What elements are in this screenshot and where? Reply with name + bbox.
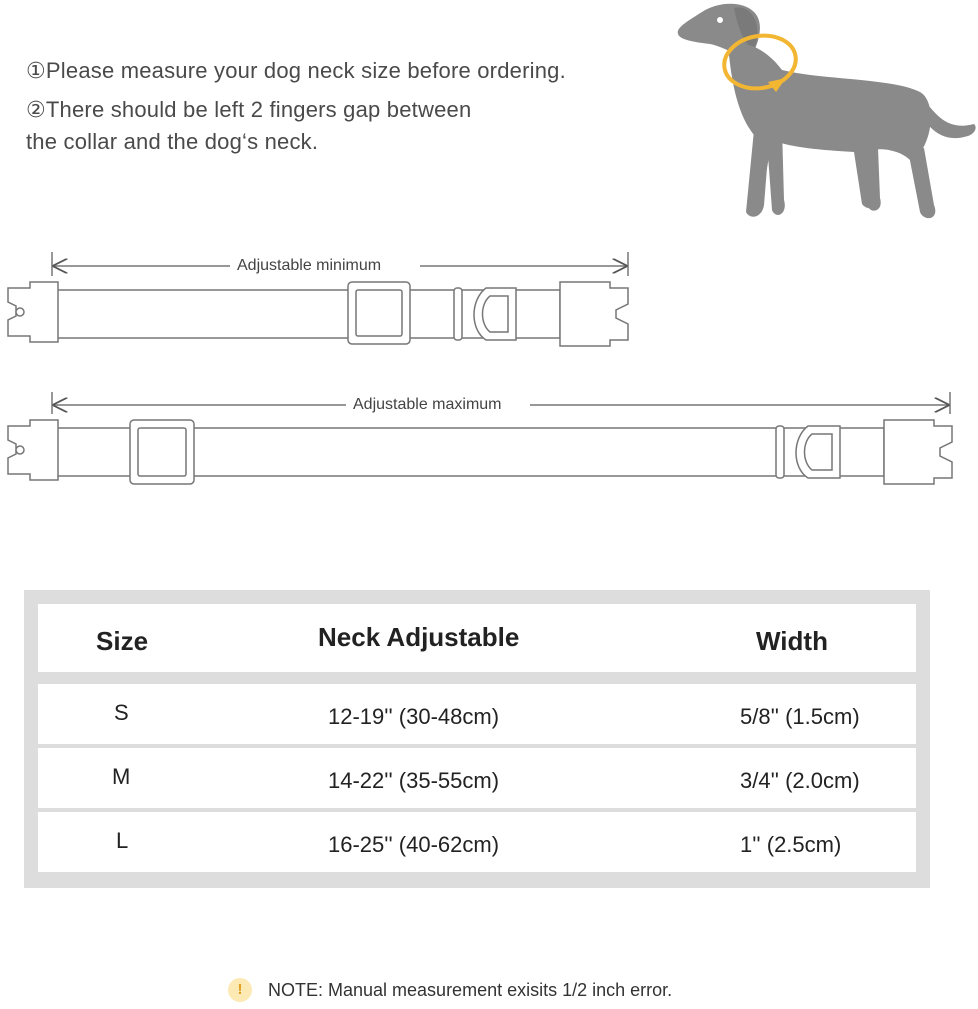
adjustable-minimum-label: Adjustable minimum — [233, 257, 385, 275]
row-width: 1'' (2.5cm) — [740, 832, 842, 857]
header-neck-adjustable: Neck Adjustable — [318, 622, 520, 652]
row-size: S — [114, 700, 129, 725]
row-neck: 14-22'' (35-55cm) — [328, 768, 500, 793]
table-row — [38, 748, 916, 808]
table-row — [38, 684, 916, 744]
header-width: Width — [756, 626, 828, 656]
size-table — [24, 590, 930, 888]
instruction-line-2: ②There should be left 2 fingers gap between — [26, 97, 472, 122]
row-neck: 12-19'' (30-48cm) — [328, 704, 500, 729]
row-size: L — [116, 828, 129, 853]
instruction-line-3: the collar and the dog‘s neck. — [26, 129, 319, 154]
row-width: 5/8'' (1.5cm) — [740, 704, 860, 729]
instruction-line-1: ①Please measure your dog neck size before ordering. — [26, 58, 566, 83]
warning-icon: ! — [228, 978, 252, 1002]
row-neck: 16-25'' (40-62cm) — [328, 832, 500, 857]
row-width: 3/4'' (2.0cm) — [740, 768, 860, 793]
note-text: NOTE: Manual measurement exisits 1/2 inch error. — [268, 979, 673, 1000]
table-header-row — [38, 604, 916, 672]
adjustable-maximum-label: Adjustable maximum — [349, 396, 506, 414]
table-row — [38, 812, 916, 872]
measurement-note — [228, 978, 672, 1002]
header-size: Size — [96, 626, 149, 656]
row-size: M — [112, 764, 131, 789]
